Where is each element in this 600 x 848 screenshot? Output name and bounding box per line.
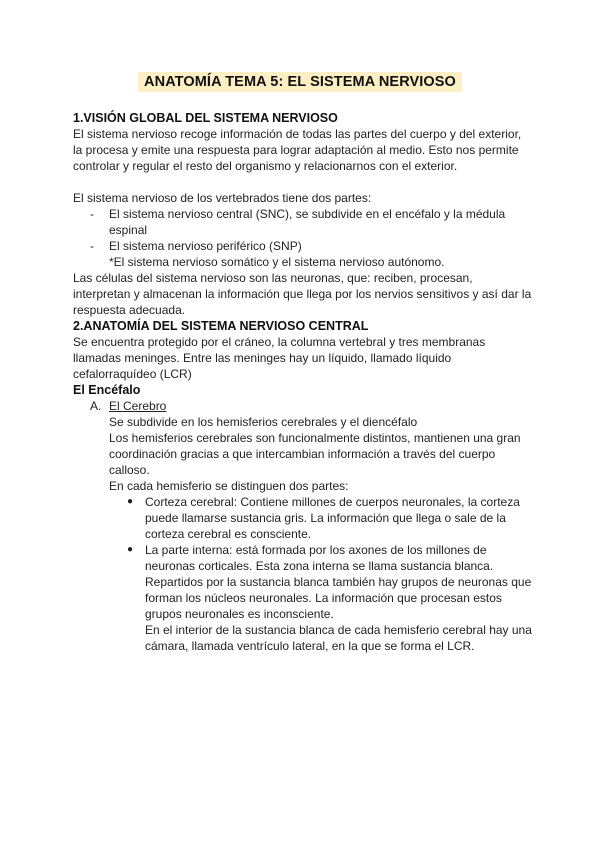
section-1-paragraph-2: El sistema nervioso de los vertebrados tiene dos partes: (73, 191, 372, 205)
cerebro-line-1: Se subdivide en los hemisferios cerebrales y el diencéfalo (109, 415, 418, 429)
cerebro-label: El Cerebro (109, 399, 167, 413)
list-item-snc (73, 206, 533, 238)
section-1-heading: 1.VISIÓN GLOBAL DEL SISTEMA NERVIOSO (73, 111, 338, 125)
bullet-text: La parte interna: está formada por los axones de los millones de neuronas corticales. Esta zona interna se llama sustancia blanca. Repartidos por la sustancia blanca también hay grupos de neuronas que forman los núcleos neuronales. La información que procesan estos grupos neuronales es inconsciente. (145, 543, 532, 621)
list-item-cerebro (73, 398, 533, 414)
bullet-parte-interna (73, 542, 533, 622)
bullet-marker: ● (127, 544, 134, 555)
spacer (73, 174, 533, 190)
encefalo-subheading: El Encéfalo (73, 383, 141, 397)
list-item-snp (73, 238, 533, 254)
title-wrap (0, 72, 600, 92)
dash-marker: - (90, 239, 94, 253)
alpha-marker: A. (90, 399, 102, 413)
bullet-corteza (73, 494, 533, 542)
section-1-paragraph-1: El sistema nervioso recoge información de todas las partes del cuerpo y del exterior, la procesa y emite una respuesta para lograr adaptación al medio. Esto nos permite controlar y regular el resto del organismo y relacionarnos con el exterior. (73, 127, 522, 173)
dash-marker: - (90, 207, 94, 221)
bullet-text: Corteza cerebral: Contiene millones de cuerpos neuronales, la corteza puede llamarse sustancia gris. La información que llega o sale de la corteza cerebral es consciente. (145, 495, 520, 541)
bullet-marker: ● (127, 496, 134, 507)
section-1-paragraph-3: Las células del sistema nervioso son las neuronas, que: reciben, procesan, interpretan y almacenan la información que llega por los nervios sensitivos y así dar la respuesta adecuada. (73, 271, 532, 317)
list-item-text: El sistema nervioso central (SNC), se subdivide en el encéfalo y la médula espinal (109, 207, 506, 237)
list-item-text: El sistema nervioso periférico (SNP) (109, 239, 302, 253)
document-body (73, 110, 533, 654)
document-title: ANATOMÍA TEMA 5: EL SISTEMA NERVIOSO (138, 72, 462, 92)
section-2-heading: 2.ANATOMÍA DEL SISTEMA NERVIOSO CENTRAL (73, 319, 369, 333)
cerebro-line-2: Los hemisferios cerebrales son funcionalmente distintos, mantienen una gran coordinación gracias a que intercambian información a través del cuerpo calloso. (109, 431, 521, 477)
cerebro-line-3: En cada hemisferio se distinguen dos partes: (109, 479, 349, 493)
section-2-paragraph-1: Se encuentra protegido por el cráneo, la columna vertebral y tres membranas llamadas meninges. Entre las meninges hay un líquido, llamado líquido cefalorraquídeo (LCR) (73, 335, 486, 381)
snp-note: *El sistema nervioso somático y el sistema nervioso autónomo. (109, 255, 445, 269)
ventriculo-paragraph: En el interior de la sustancia blanca de cada hemisferio cerebral hay una cámara, llamada ventrículo lateral, en la que se forma el LCR. (145, 623, 532, 653)
